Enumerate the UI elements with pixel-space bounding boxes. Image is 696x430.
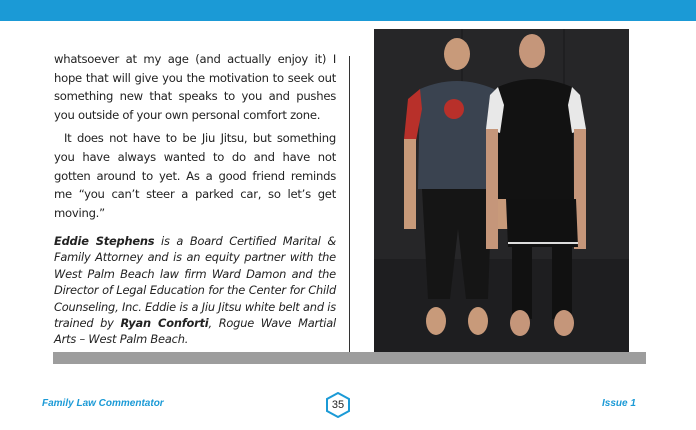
top-banner [0,0,696,21]
publication-title: Family Law Commentator [42,398,164,409]
trainer-name: Ryan Conforti [120,316,209,331]
article-body [54,50,336,227]
photo-illustration [374,29,629,353]
issue-label: Issue 1 [602,398,636,409]
bio-text: is a Board Certified Marital & Family Attorney and is an equity partner with the West Palm Beach law firm Ward Damon and the Director of Legal Education for the Center for Child Counseling, Inc. Eddie is a Jiu Jitsu white belt and is trained by [54,234,336,331]
article-paragraph: whatsoever at my age (and actually enjoy it) I hope that will give you the motivation to seek out something new that speaks to you and pushes you outside of your own personal comfort zone. [54,52,336,122]
page-number: 35 [331,399,345,411]
bio-text-end: , Rogue Wave Martial Arts – West Palm Beach. [54,316,337,347]
author-name: Eddie Stephens [54,234,155,248]
column-divider [349,56,350,354]
author-bio [54,233,336,348]
author-photo [374,29,629,353]
article-paragraph: It does not have to be Jiu Jitsu, but something you have always wanted to do and have not gotten around to yet. As a good friend reminds me “you can’t steer a parked car, so let’s get moving.” [54,131,336,220]
section-rule-bar [53,352,646,364]
